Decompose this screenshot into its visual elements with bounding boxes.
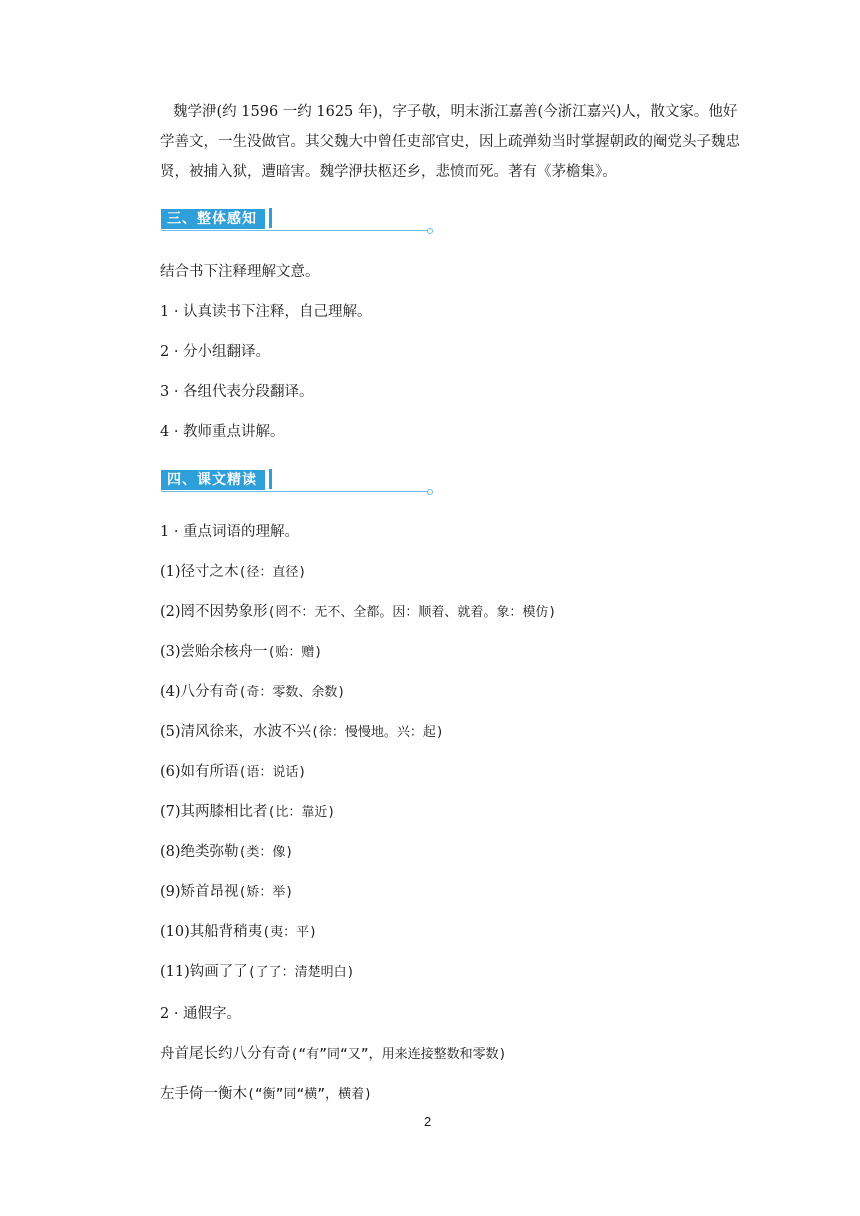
tongjia-note: (“有”同“又”，用来连接整数和零数) — [290, 1047, 507, 1062]
vocab-item — [160, 560, 306, 581]
vocab-text: (4)八分有奇 — [160, 684, 239, 700]
vocab-text: (11)钩画了了 — [160, 964, 248, 980]
vocab-note: (夷：平) — [262, 925, 317, 940]
heading-bar — [269, 208, 272, 228]
tongjia-text: 舟首尾长约八分有奇 — [160, 1046, 291, 1062]
tongjia-item — [160, 1042, 506, 1063]
heading-rule — [161, 491, 429, 492]
section3-item-1: 1 · 认真读书下注释，自己理解。 — [160, 304, 372, 320]
section4-sub-2: 2 · 通假字。 — [160, 1006, 242, 1022]
vocab-item — [160, 720, 444, 741]
vocab-text: (7)其两膝相比者 — [160, 804, 268, 820]
vocab-note: (徐：慢慢地。兴：起) — [311, 725, 444, 740]
vocab-note: (矫：举) — [238, 885, 294, 900]
vocab-note: (类：像) — [238, 845, 294, 860]
section-heading-3-label: 三、整体感知 — [161, 209, 265, 229]
vocab-item — [160, 920, 317, 941]
vocab-text: (10)其船背稍夷 — [160, 924, 263, 940]
vocab-item — [160, 680, 345, 701]
section3-item-2: 2 · 分小组翻译。 — [160, 344, 271, 360]
section-heading-4-label: 四、课文精读 — [161, 470, 265, 490]
vocab-item — [160, 960, 354, 981]
vocab-note: (语：说话) — [238, 765, 307, 780]
intro-line-3: 贤，被捕入狱，遭暗害。魏学洢扶柩还乡，悲愤而死。著有《茅檐集》。 — [160, 164, 617, 180]
vocab-item — [160, 840, 293, 861]
vocab-text: (1)径寸之木 — [160, 564, 239, 580]
heading-rule-end — [427, 228, 433, 234]
vocab-item — [160, 800, 335, 821]
section-heading-4 — [161, 469, 272, 491]
section4-sub-1: 1 · 重点词语的理解。 — [160, 524, 300, 540]
section3-item-4: 4 · 教师重点讲解。 — [160, 424, 285, 440]
vocab-note: (了了：清楚明白) — [247, 965, 355, 980]
heading-rule — [161, 230, 429, 231]
intro-line-2: 学善文，一生没做官。其父魏大中曾任吏部官史，因上疏弹劾当时掌握朝政的阉党头子魏忠 — [160, 134, 740, 150]
tongjia-note: (“衡”同“横”，横着) — [247, 1087, 372, 1102]
vocab-note: (贻：赠) — [267, 645, 323, 660]
vocab-item — [160, 640, 322, 661]
section-heading-3 — [161, 208, 272, 230]
page-number: 2 — [424, 1114, 432, 1129]
vocab-note: (径：直径) — [238, 565, 307, 580]
vocab-note: (罔不：无不、全都。因：顺着、就着。象：模仿) — [267, 605, 557, 620]
vocab-note: (奇：零数、余数) — [238, 685, 346, 700]
vocab-item — [160, 880, 293, 901]
vocab-text: (9)矫首昂视 — [160, 884, 239, 900]
vocab-item — [160, 760, 306, 781]
section3-item-3: 3 · 各组代表分段翻译。 — [160, 384, 314, 400]
vocab-text: (8)绝类弥勒 — [160, 844, 239, 860]
tongjia-text: 左手倚一衡木 — [160, 1086, 247, 1102]
heading-rule-end — [427, 489, 433, 495]
intro-line-1: 魏学洢(约 1596 一约 1625 年)，字子敬，明末浙江嘉善(今浙江嘉兴)人，散文家。他好 — [173, 104, 738, 120]
vocab-item — [160, 600, 556, 621]
vocab-text: (6)如有所语 — [160, 764, 239, 780]
tongjia-item — [160, 1082, 372, 1103]
section3-lead: 结合书下注释理解文意。 — [160, 264, 320, 280]
vocab-text: (5)清风徐来，水波不兴 — [160, 724, 312, 740]
heading-bar — [269, 469, 272, 489]
vocab-text: (3)尝贻余核舟一 — [160, 644, 268, 660]
vocab-note: (比：靠近) — [267, 805, 336, 820]
vocab-text: (2)罔不因势象形 — [160, 604, 268, 620]
